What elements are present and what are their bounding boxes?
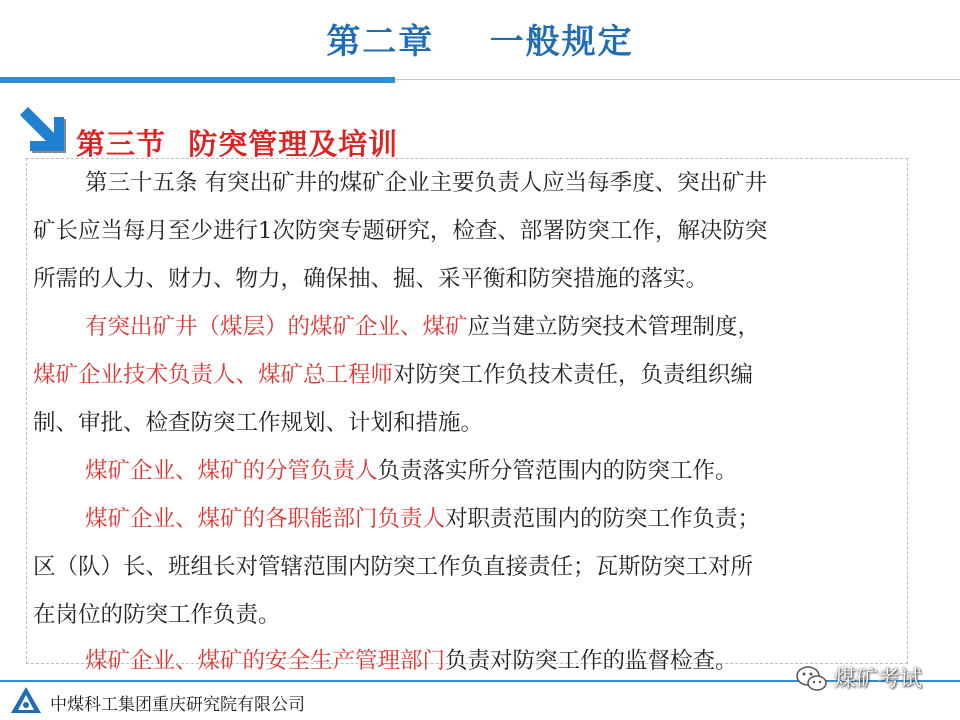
body-text: 负责落实所分管范围内的防突工作。 — [377, 458, 738, 484]
article-line — [33, 351, 753, 399]
article-line — [85, 637, 738, 685]
arrow-down-right-icon — [16, 103, 70, 157]
body-text: 对职责范围内的防突工作负责； — [445, 506, 761, 532]
watermark-text: 煤矿考试 — [834, 667, 923, 692]
article-line: 在岗位的防突工作负责。 — [33, 602, 281, 628]
article-line: 所需的人力、财力、物力，确保抽、掘、采平衡和防突措施的落实。 — [33, 266, 709, 292]
highlight-text: 煤矿企业技术负责人、煤矿总工程师 — [33, 362, 394, 388]
highlight-text: 煤矿企业、煤矿的安全生产管理部门 — [85, 648, 446, 674]
article-line — [85, 447, 738, 495]
chapter-title: 第二章 一般规定 — [326, 22, 634, 62]
highlight-text: 有突出矿井（煤层）的煤矿企业、煤矿 — [85, 314, 468, 340]
article-line — [85, 495, 760, 543]
wechat-icon — [795, 664, 829, 694]
section-title: 第三节 防突管理及培训 — [76, 127, 399, 161]
article-line: 区（队）长、班组长对管辖范围内防突工作负直接责任；瓦斯防突工对所 — [33, 554, 754, 580]
header-accent-bar — [0, 77, 395, 83]
footer-org-name: 中煤科工集团重庆研究院有限公司 — [50, 695, 305, 715]
highlight-text: 煤矿企业、煤矿的各职能部门负责人 — [85, 506, 446, 532]
body-text: 负责对防突工作的监督检查。 — [445, 648, 738, 674]
highlight-text: 煤矿企业、煤矿的分管负责人 — [85, 458, 378, 484]
article-line: 矿长应当每月至少进行1次防突专题研究，检查、部署防突工作，解决防突 — [33, 218, 768, 244]
company-logo-icon — [10, 686, 42, 714]
article-line: 第三十五条 有突出矿井的煤矿企业主要负责人应当每季度、突出矿井 — [85, 170, 768, 196]
article-box — [26, 158, 908, 674]
article-line: 制、审批、检查防突工作规划、计划和措施。 — [33, 410, 484, 436]
body-text: 应当建立防突技术管理制度， — [467, 314, 761, 340]
body-text: 对防突工作负技术责任，负责组织编 — [393, 362, 754, 388]
header-divider — [395, 79, 960, 80]
article-line — [85, 303, 760, 351]
